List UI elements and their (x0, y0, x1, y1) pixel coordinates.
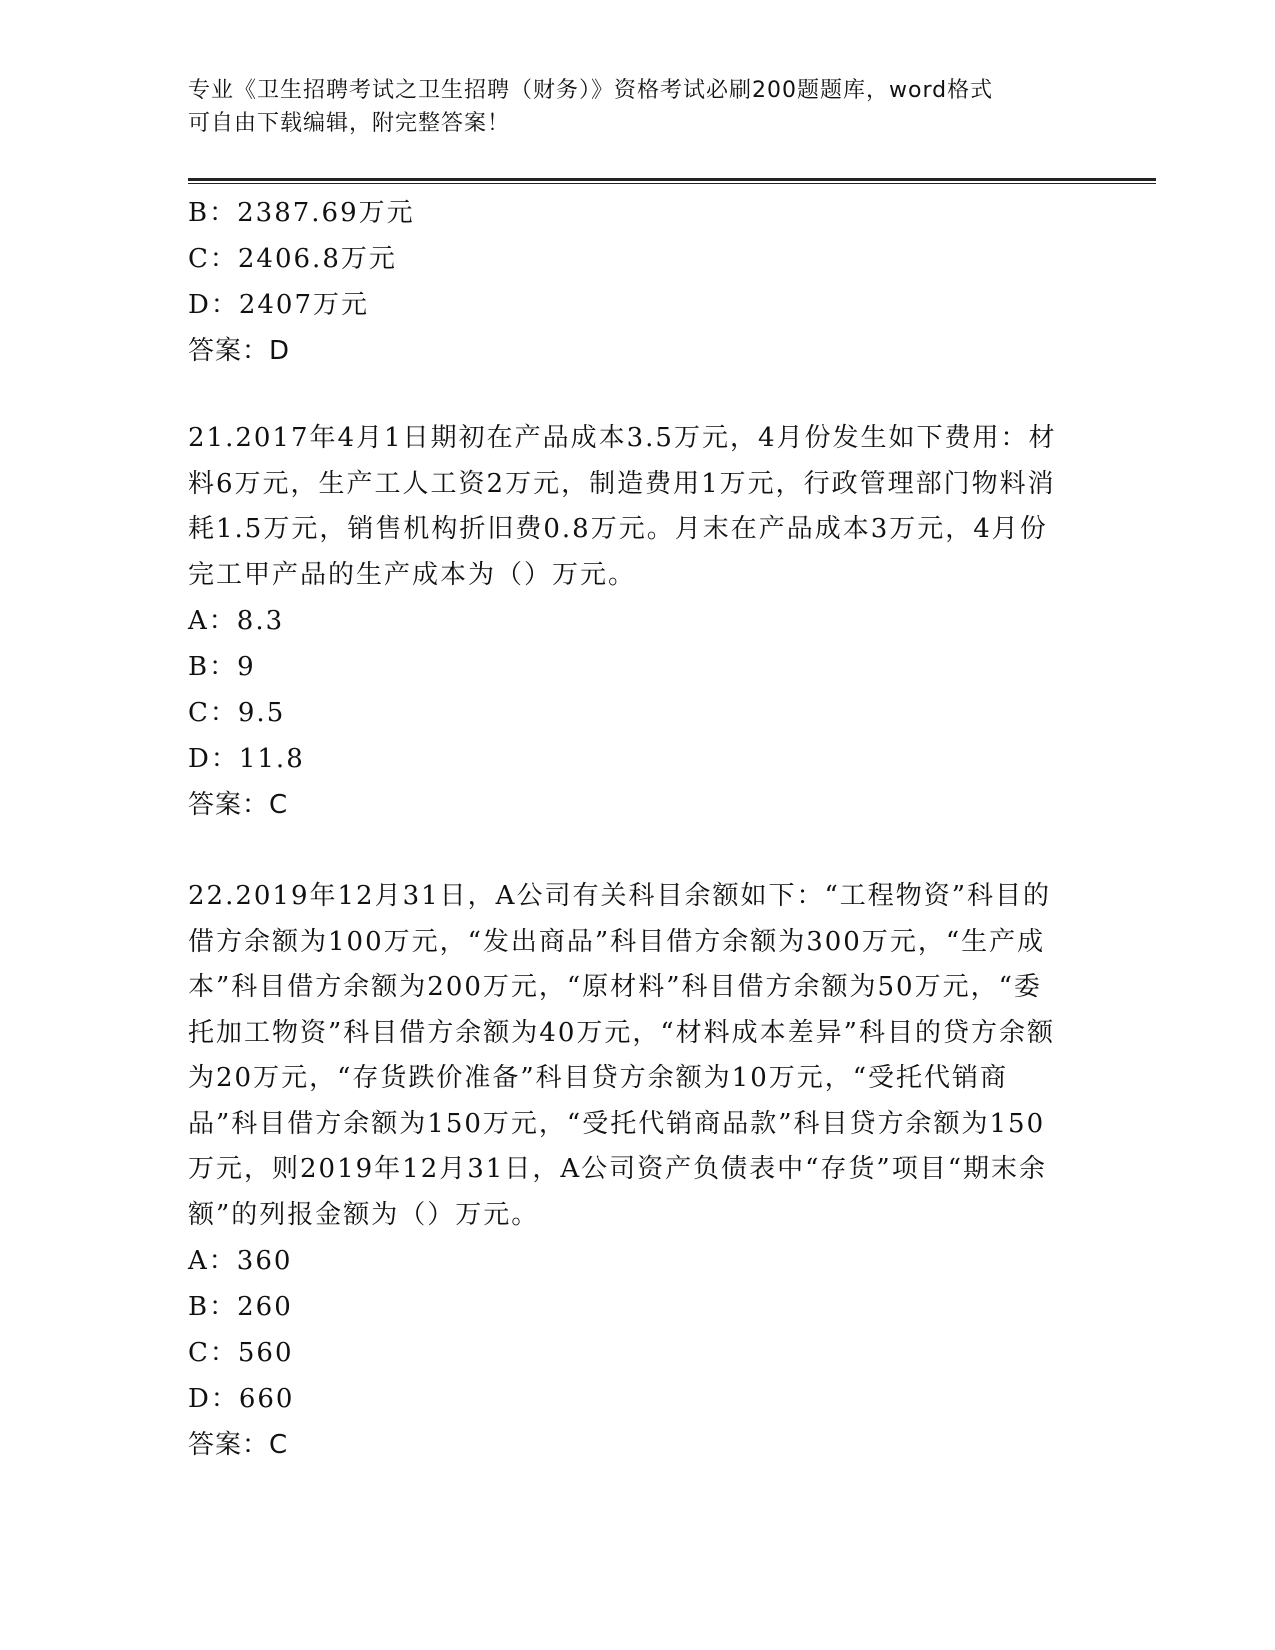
option-b: B：9 (188, 652, 256, 682)
question-21 (188, 416, 1068, 828)
option-a: A：8.3 (188, 606, 285, 636)
option-a: A：360 (188, 1246, 293, 1276)
prev-question (188, 190, 1068, 374)
option-c: C：9.5 (188, 698, 286, 728)
answer-label: 答案：C (188, 1430, 289, 1460)
option-b: B：260 (188, 1292, 293, 1322)
header-divider-thin (188, 183, 1156, 184)
option-c: C：560 (188, 1338, 294, 1368)
answer-label: 答案：C (188, 790, 289, 820)
option-c: C：2406.8万元 (188, 244, 397, 274)
question-stem: 22.2019年12月31日，A公司有关科目余额如下：“工程物资”科目的借方余额为100万元，“发出商品”科目借方余额为300万元，“生产成本”科目借方余额为200万元，“原材料”科目借方余额为50万元，“委托加工物资”科目借方余额为40万元，“材料成本差异”科目的贷方余额为20万元，“存货跌价准备”科目贷方余额为10万元，“受托代销商品”科目借方余额为150万元，“受托代销商品款”科目贷方余额为150万元，则2019年12月31日，A公司资产负债表中“存货”项目“期末余额”的列报金额为（）万元。 (188, 881, 1055, 1230)
option-b: B：2387.69万元 (188, 198, 415, 228)
option-d: D：660 (188, 1384, 295, 1414)
header-title-line-2: 可自由下载编辑，附完整答案！ (188, 111, 511, 136)
option-d: D：2407万元 (188, 290, 370, 320)
header-title-line-1: 专业《卫生招聘考试之卫生招聘（财务）》资格考试必刷200题题库，word格式 (188, 78, 994, 103)
option-d: D：11.8 (188, 744, 305, 774)
question-22 (188, 874, 1068, 1468)
header-divider-thick (188, 178, 1156, 181)
page-header (188, 74, 1068, 140)
question-stem: 21.2017年4月1日期初在产品成本3.5万元，4月份发生如下费用：材料6万元，生产工人工资2万元，制造费用1万元，行政管理部门物料消耗1.5万元，销售机构折旧费0.8万元。月末在产品成本3万元，4月份完工甲产品的生产成本为（）万元。 (188, 423, 1057, 590)
answer-label: 答案：D (188, 336, 291, 366)
question-content (188, 190, 1068, 1468)
